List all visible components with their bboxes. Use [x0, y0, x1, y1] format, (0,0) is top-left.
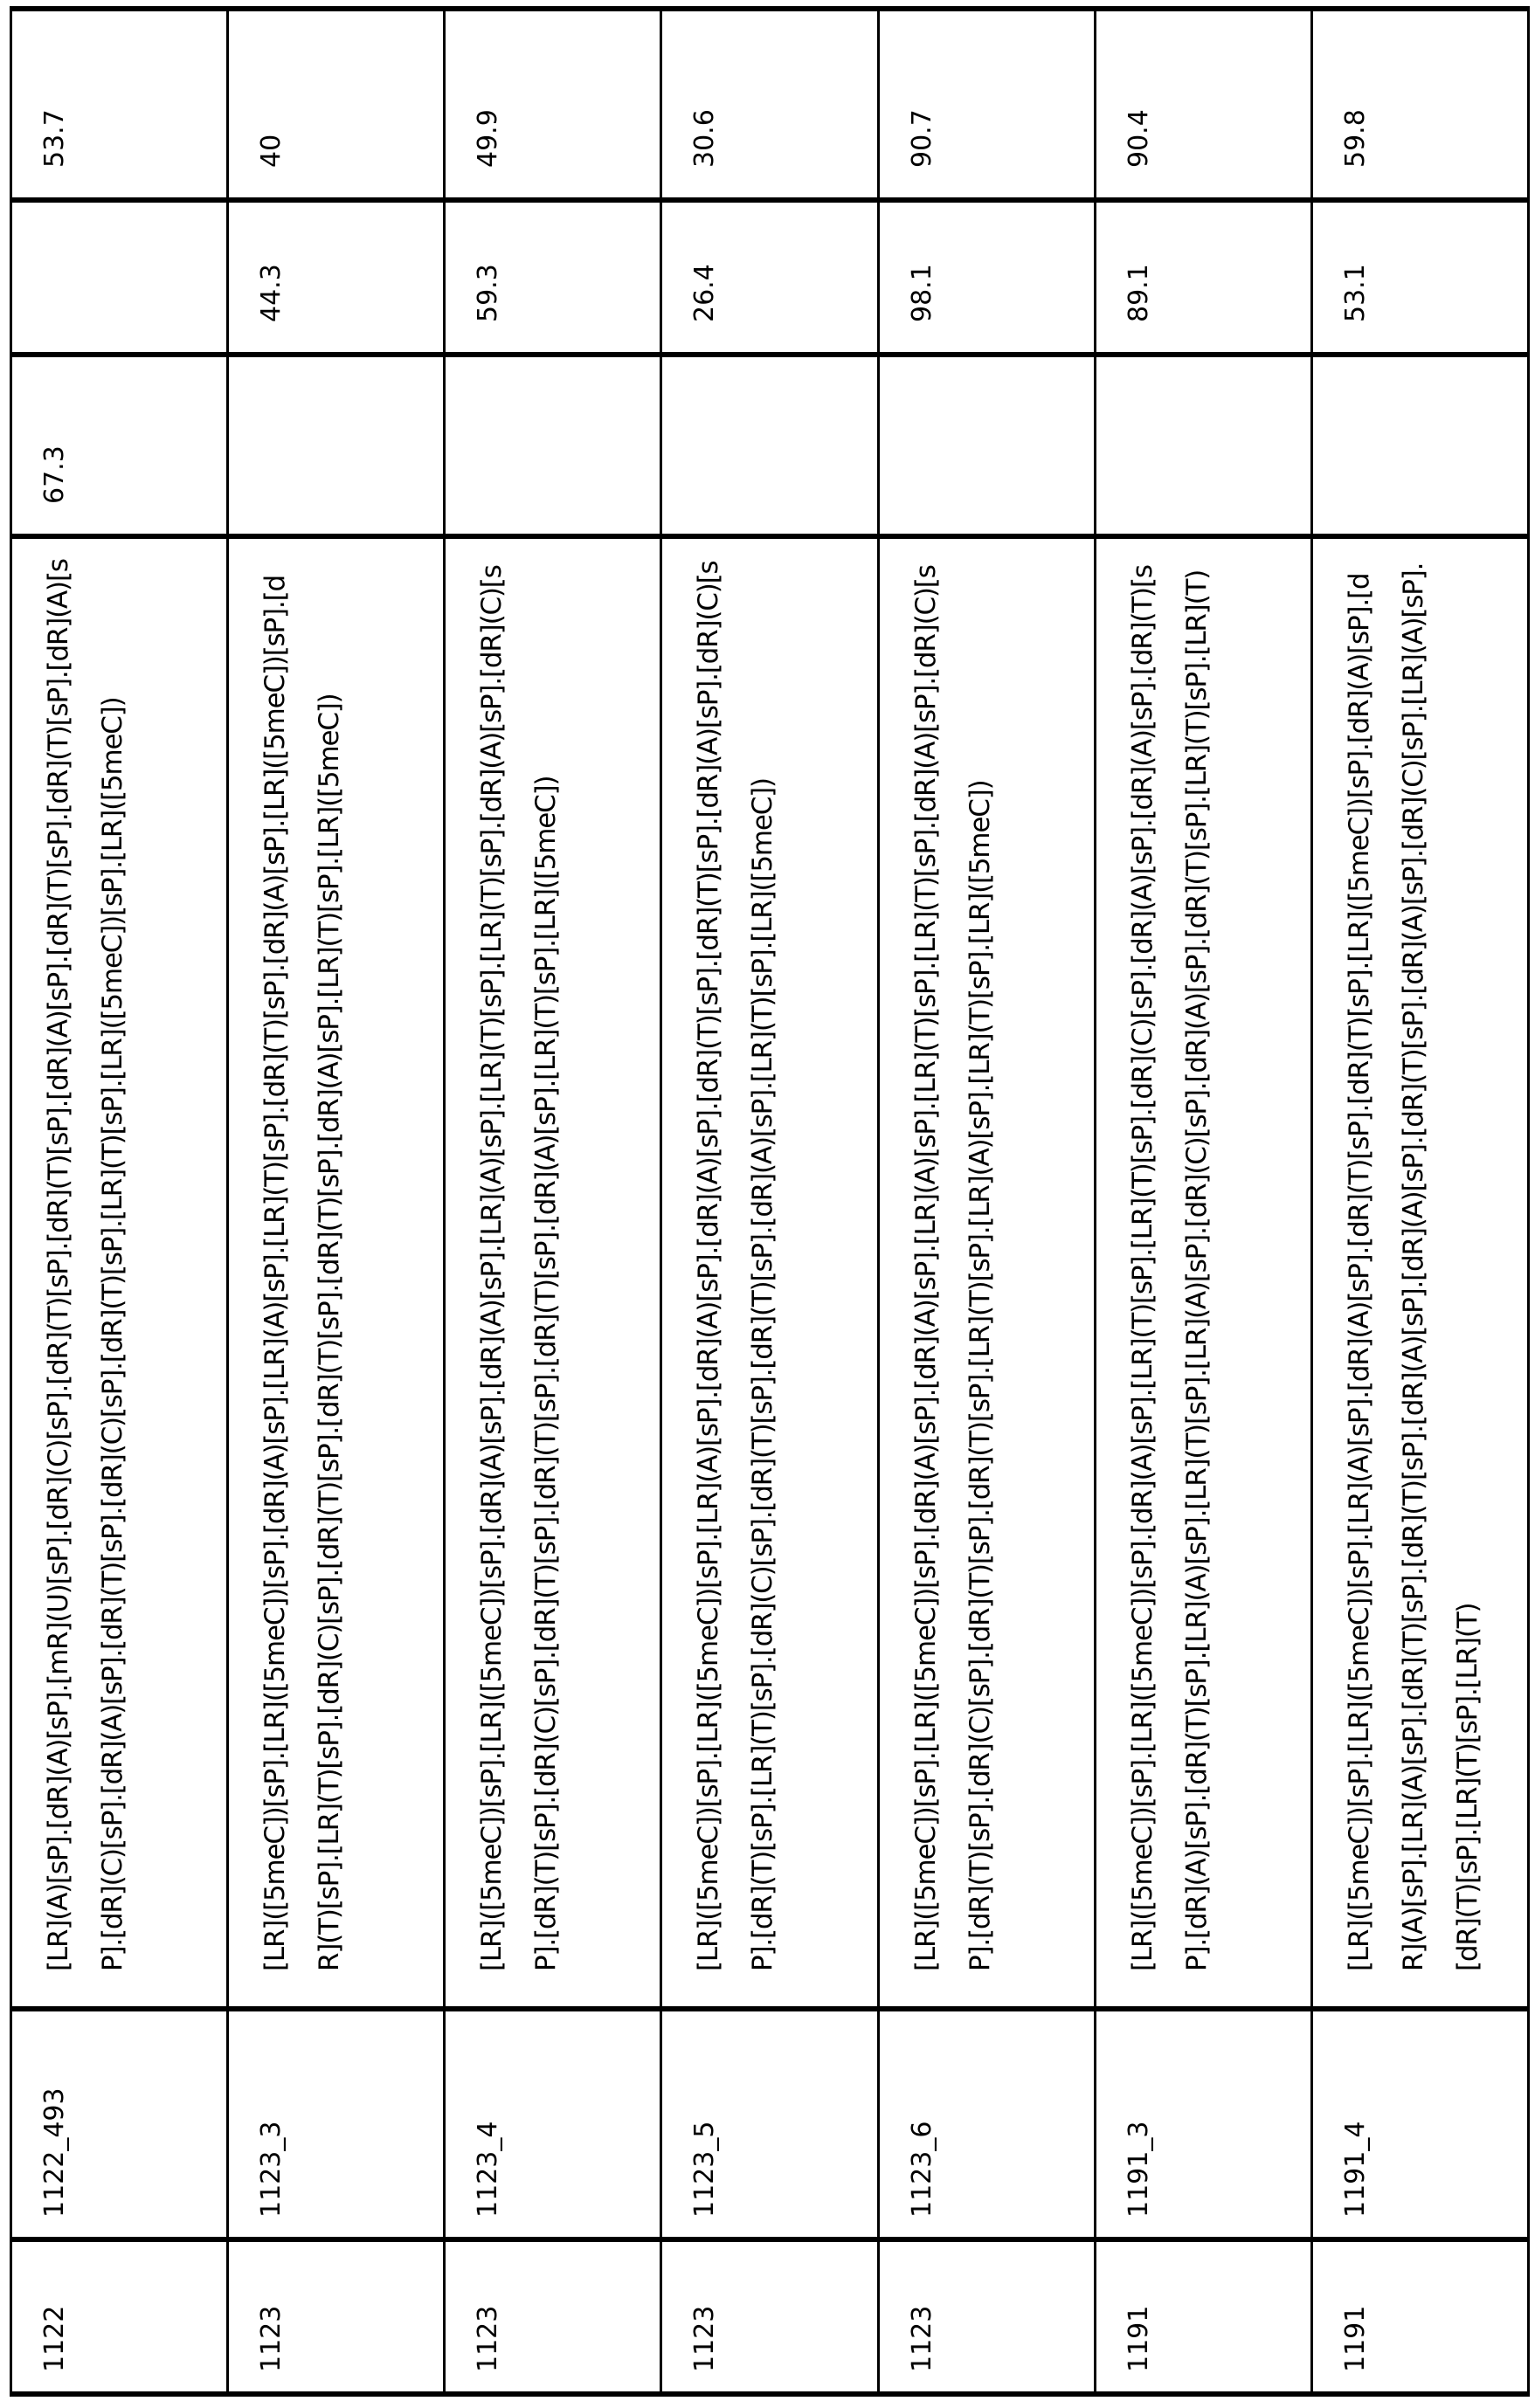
- cell-value-2: 44.3: [228, 200, 445, 355]
- cell-sequence: [LR]([5meC])[sP].[LR]([5meC])[sP].[dR](A)[sP].[LR](A)[sP].[LR](T)[sP].[dR](T)[sP].[dR](A)[sP].[LR]([5meC])[sP].[dR](T)[sP].[LR](T)[sP].[dR](C)[sP].[dR](T)[sP].[dR](T)[sP].[dR](T)[sP].[dR](A)[sP].[LR](T)[sP].[LR]([5meC]): [228, 536, 445, 2009]
- cell-id: 1191: [1095, 2239, 1311, 2394]
- cell-value-1: [1311, 355, 1528, 536]
- cell-value-3: 49.9: [445, 9, 661, 200]
- cell-name: 1123_5: [661, 2009, 878, 2239]
- cell-id: 1123: [228, 2239, 445, 2394]
- cell-value-3: 53.7: [11, 9, 228, 200]
- cell-value-1: [445, 355, 661, 536]
- cell-value-3: 90.4: [1095, 9, 1311, 200]
- cell-name: 1122_493: [11, 2009, 228, 2239]
- cell-value-2: 26.4: [661, 200, 878, 355]
- oligonucleotide-data-table: [10, 6, 1530, 2397]
- table-row: [1095, 9, 1311, 2394]
- cell-value-1: 67.3: [11, 355, 228, 536]
- table-row: [1311, 9, 1528, 2394]
- cell-sequence: [LR]([5meC])[sP].[LR]([5meC])[sP].[LR](A)[sP].[dR](A)[sP].[dR](A)[sP].[dR](T)[sP].[dR](T)[sP].[dR](A)[sP].[dR](C)[sP].[dR](T)[sP].[LR](T)[sP].[dR](C)[sP].[dR](T)[sP].[dR](T)[sP].[dR](A)[sP].[LR](T)[sP].[LR]([5meC]): [661, 536, 878, 2009]
- cell-value-2: [11, 200, 228, 355]
- cell-sequence: [LR]([5meC])[sP].[LR]([5meC])[sP].[dR](A)[sP].[dR](A)[sP].[LR](A)[sP].[LR](T)[sP].[LR](T)[sP].[dR](A)[sP].[dR](C)[sP].[dR](T)[sP].[dR](C)[sP].[dR](T)[sP].[dR](T)[sP].[dR](T)[sP].[dR](A)[sP].[LR](T)[sP].[LR]([5meC]): [445, 536, 661, 2009]
- cell-value-1: [878, 355, 1095, 536]
- cell-name: 1123_4: [445, 2009, 661, 2239]
- cell-value-3: 59.8: [1311, 9, 1528, 200]
- cell-value-1: [1095, 355, 1311, 536]
- table-row: [878, 9, 1095, 2394]
- cell-name: 1191_3: [1095, 2009, 1311, 2239]
- cell-sequence: [LR]([5meC])[sP].[LR]([5meC])[sP].[dR](A)[sP].[dR](A)[sP].[LR](A)[sP].[LR](T)[sP].[LR](T)[sP].[dR](A)[sP].[dR](C)[sP].[dR](T)[sP].[dR](C)[sP].[dR](T)[sP].[dR](T)[sP].[LR](T)[sP].[LR](A)[sP].[LR](T)[sP].[LR]([5meC]): [878, 536, 1095, 2009]
- cell-name: 1123_3: [228, 2009, 445, 2239]
- table-row: [445, 9, 661, 2394]
- cell-id: 1123: [445, 2239, 661, 2394]
- cell-value-3: 30.6: [661, 9, 878, 200]
- table-row: [661, 9, 878, 2394]
- table-row: [11, 9, 228, 2394]
- cell-value-1: [228, 355, 445, 536]
- cell-sequence: [LR]([5meC])[sP].[LR]([5meC])[sP].[dR](A)[sP].[LR](T)[sP].[LR](T)[sP].[dR](C)[sP].[dR](A)[sP].[dR](A)[sP].[dR](T)[sP].[dR](A)[sP].[dR](T)[sP].[LR](A)[sP].[LR](T)[sP].[LR](A)[sP].[dR](C)[sP].[dR](A)[sP].[dR](T)[sP].[LR](T)[sP].[LR](T): [1095, 536, 1311, 2009]
- cell-value-1: [661, 355, 878, 536]
- rotated-table-container: [10, 11, 1530, 2397]
- cell-sequence: [LR]([5meC])[sP].[LR]([5meC])[sP].[LR](A)[sP].[dR](A)[sP].[dR](T)[sP].[dR](T)[sP].[LR]([5meC])[sP].[dR](A)[sP].[dR](A)[sP].[LR](A)[sP].[dR](T)[sP].[dR](T)[sP].[dR](A)[sP].[dR](A)[sP].[dR](T)[sP].[dR](A)[sP].[dR](C)[sP].[LR](A)[sP].[dR](T)[sP].[LR](T)[sP].[LR](T): [1311, 536, 1528, 2009]
- cell-sequence: [LR](A)[sP].[dR](A)[sP].[mR](U)[sP].[dR](C)[sP].[dR](T)[sP].[dR](T)[sP].[dR](A)[sP].[dR](T)[sP].[dR](T)[sP].[dR](A)[sP].[dR](C)[sP].[dR](A)[sP].[dR](T)[sP].[dR](C)[sP].[dR](T)[sP].[LR](T)[sP].[LR]([5meC])[sP].[LR]([5meC]): [11, 536, 228, 2009]
- cell-id: 1191: [1311, 2239, 1528, 2394]
- cell-value-3: 40: [228, 9, 445, 200]
- table-row: [228, 9, 445, 2394]
- cell-id: 1122: [11, 2239, 228, 2394]
- cell-name: 1123_6: [878, 2009, 1095, 2239]
- cell-value-3: 90.7: [878, 9, 1095, 200]
- cell-value-2: 98.1: [878, 200, 1095, 355]
- cell-value-2: 59.3: [445, 200, 661, 355]
- cell-id: 1123: [661, 2239, 878, 2394]
- cell-name: 1191_4: [1311, 2009, 1528, 2239]
- cell-id: 1123: [878, 2239, 1095, 2394]
- cell-value-2: 89.1: [1095, 200, 1311, 355]
- cell-value-2: 53.1: [1311, 200, 1528, 355]
